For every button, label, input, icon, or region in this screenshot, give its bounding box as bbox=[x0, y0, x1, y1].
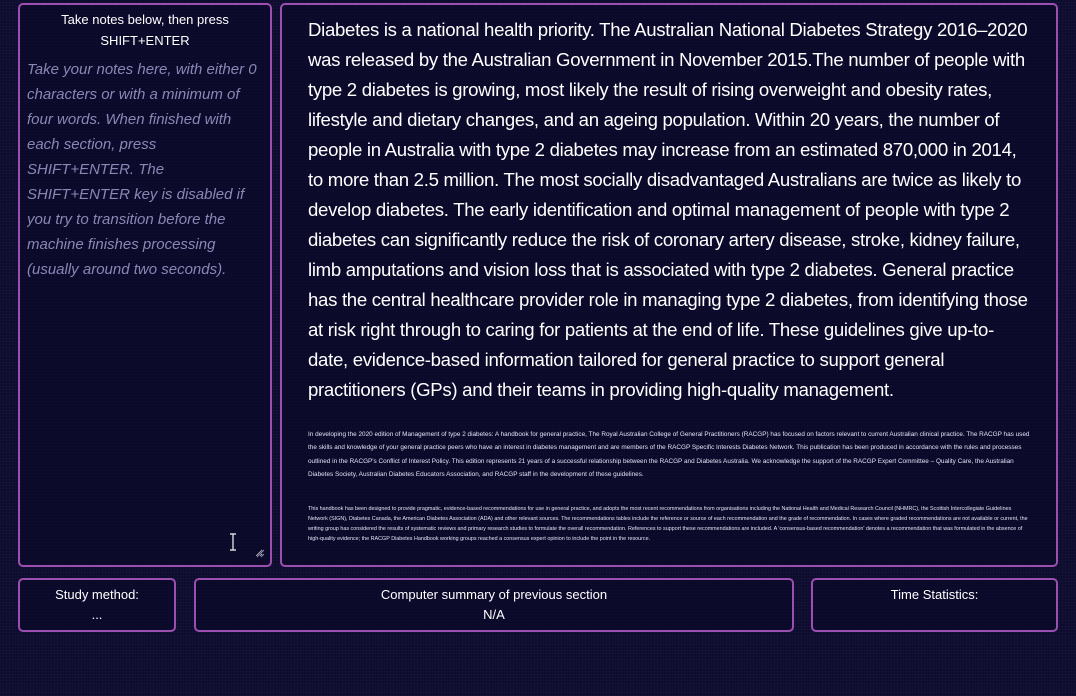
reading-panel bbox=[280, 3, 1058, 567]
computer-summary-value: N/A bbox=[483, 607, 505, 622]
resize-grip-icon[interactable] bbox=[256, 549, 265, 558]
study-method-label: Study method: bbox=[55, 587, 139, 602]
notes-panel bbox=[18, 3, 272, 567]
text-cursor-icon bbox=[229, 533, 237, 551]
main-reading-text: Diabetes is a national health priority. The Australian National Diabetes Strategy 2016–2020 was released by the Australian Government in November 2015.The number of people with type 2 diabetes is growing, most likely the result of rising overweight and obesity rates, lifestyle and dietary changes, and an ageing population. Within 20 years, the number of people in Australia with type 2 diabetes may increase from an estimated 870,000 in 2014, to more than 2.5 million. The most socially disadvantaged Australians are twice as likely to develop diabetes. The early identification and optimal management of people with type 2 diabetes can significantly reduce the risk of coronary artery disease, stroke, kidney failure, limb amputations and vision loss that is associated with type 2 diabetes. General practice has the central healthcare provider role in managing type 2 diabetes, from identifying those at risk right through to caring for patients at the end of life. These guidelines give up-to-date, evidence-based information tailored for general practice to support general practitioners (GPs) and their teams in providing high-quality management. bbox=[308, 19, 1028, 400]
time-statistics-panel bbox=[811, 578, 1058, 632]
study-method-panel bbox=[18, 578, 176, 632]
reading-footnote-2: This handbook has been designed to provide pragmatic, evidence-based recommendations for use in general practice, and adopts the most recent recommendations from organisations including the National Health and Medical Research Council (NHMRC), the Scottish Intercollegiate Guidelines Network (SIGN), Diabetes Canada, the American Diabetes Association (ADA) and other relevant sources. The recommendations tables include the reference or source of each recommendation and the grade of recommendation. In cases where graded recommendations are not available or current, the writing group has considered the results of systematic reviews and primary research studies to formulate the overall recommendation. References to support these recommendations are included. A 'consensus-based recommendation' denotes a recommendation that was formulated in the absence of high-quality evidence; the RACGP Diabetes Handbook working groups reached a consensus expert opinion to include the point in the resource. bbox=[308, 505, 1028, 542]
study-method-value: ... bbox=[91, 607, 103, 622]
computer-summary-panel bbox=[194, 578, 794, 632]
reading-footnote-1: In developing the 2020 edition of Management of type 2 diabetes: A handbook for general practice, The Royal Australian College of General Practitioners (RACGP) has focused on factors relevant to current Australian clinical practice. The RACGP has used the skills and knowledge of your general practice peers who have an interest in diabetes management and are members of the RACGP Specific Interests Diabetes Network. This publication has been produced in accordance with the rules and processes outlined in the RACGP's Conflict of Interest Policy. This edition represents 21 years of a successful relationship between the RACGP and Diabetes Australia. We acknowledge the support of the RACGP Expert Committee – Quality Care, the Australian Diabetes Society, Australian Diabetes Educators Association, and RACGP staff in the development of these guidelines. bbox=[308, 431, 1030, 479]
computer-summary-label: Computer summary of previous section bbox=[380, 587, 608, 602]
time-statistics-label: Time Statistics: bbox=[890, 587, 979, 602]
notes-textarea[interactable] bbox=[27, 57, 263, 557]
notes-instructions: Take notes below, then press SHIFT+ENTER bbox=[61, 12, 229, 48]
